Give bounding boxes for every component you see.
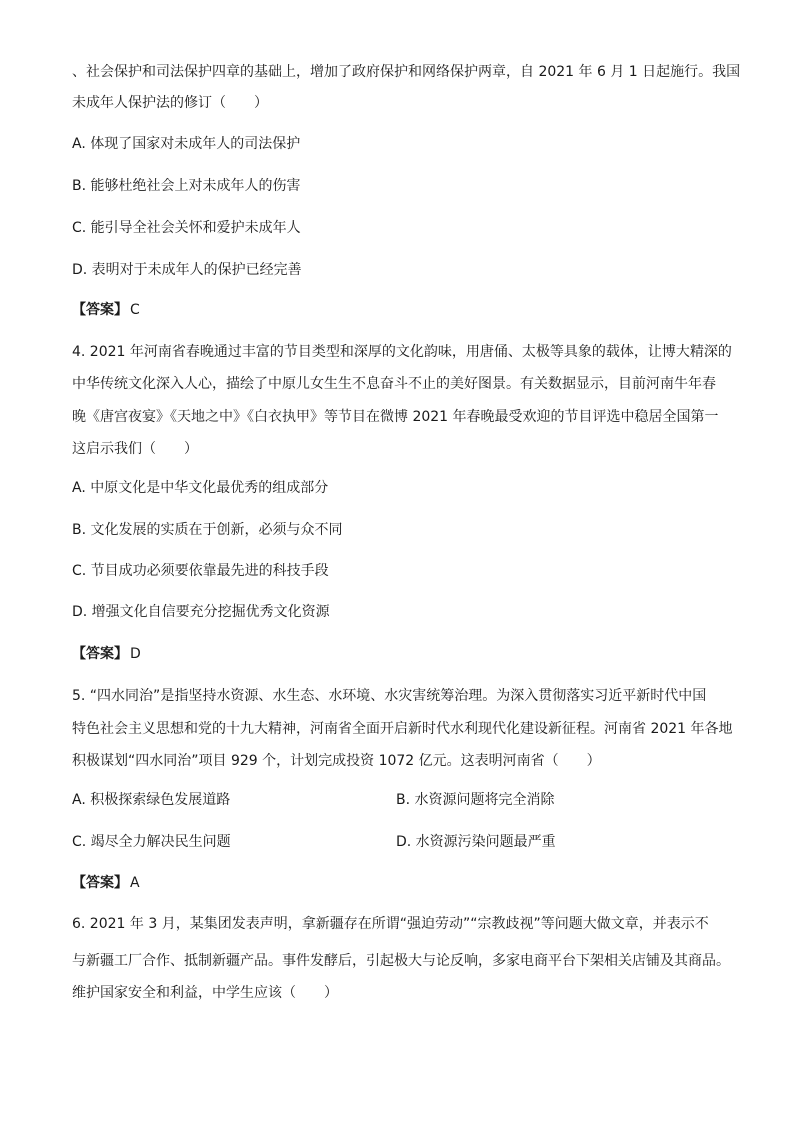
q5-stem-line-3: 积极谋划“四水同治”项目 929 个，计划完成投资 1072 亿元。这表明河南省（ ） (72, 753, 601, 769)
q4-stem-line-3: 晚《唐宫夜宴》《天地之中》《白衣执甲》等节目在微博 2021 年春晚最受欢迎的节目评选中稳居全国第一 (72, 409, 719, 425)
q5-option-b: B. 水资源问题将完全消除 (396, 792, 555, 808)
q6-stem-line-3: 维护国家安全和利益，中学生应该（ ） (72, 985, 338, 1001)
q3-option-c: C. 能引导全社会关怀和爱护未成年人 (72, 220, 301, 236)
q4-stem-line-1: 4. 2021 年河南省春晚通过丰富的节目类型和深厚的文化韵味，用唐俑、太极等具象的载体，让博大精深的 (72, 344, 732, 360)
q4-option-c: C. 节目成功必须要依靠最先进的科技手段 (72, 563, 329, 579)
q5-answer (72, 873, 732, 893)
q3-stem-line-2: 未成年人保护法的修订（ ） (72, 95, 268, 111)
q5-stem-line-2: 特色社会主义思想和党的十九大精神，河南省全面开启新时代水利现代化建设新征程。河南省 2021 年各地 (72, 721, 733, 737)
q4-stem-line-4: 这启示我们（ ） (72, 441, 198, 457)
q6-stem-line-1: 6. 2021 年 3 月，某集团发表声明，拿新疆存在所谓“强迫劳动”“宗教歧视”等问题大做文章，并表示不 (72, 916, 709, 932)
q6-stem-line-2: 与新疆工厂合作、抵制新疆产品。事件发酵后，引起极大与论反响，多家电商平台下架相关店铺及其商品。 (72, 953, 730, 969)
q5-answer-label: 【答案】 (72, 875, 128, 891)
q4-option-d: D. 增强文化自信要充分挖掘优秀文化资源 (72, 604, 330, 620)
q4-answer-value: D (130, 646, 141, 662)
q4-option-a: A. 中原文化是中华文化最优秀的组成部分 (72, 480, 329, 496)
q4-stem-line-2: 中华传统文化深入人心，描绘了中原儿女生生不息奋斗不止的美好图景。有关数据显示，目前河南牛年春 (72, 376, 716, 392)
q5-option-d: D. 水资源污染问题最严重 (396, 834, 556, 850)
q3-answer-value: C (130, 302, 140, 318)
q4-answer-label: 【答案】 (72, 646, 128, 662)
q3-option-a: A. 体现了国家对未成年人的司法保护 (72, 136, 301, 152)
q5-option-a: A. 积极探索绿色发展道路 (72, 792, 231, 808)
q3-answer (72, 300, 732, 320)
q3-answer-label: 【答案】 (72, 302, 128, 318)
q3-option-d: D. 表明对于未成年人的保护已经完善 (72, 262, 302, 278)
q4-answer (72, 644, 732, 664)
q3-option-b: B. 能够杜绝社会上对未成年人的伤害 (72, 178, 301, 194)
q5-option-c: C. 竭尽全力解决民生问题 (72, 834, 231, 850)
q5-stem-line-1: 5. “四水同治”是指坚持水资源、水生态、水环境、水灾害统筹治理。为深入贯彻落实习近平新时代中国 (72, 688, 707, 704)
q4-option-b: B. 文化发展的实质在于创新，必须与众不同 (72, 522, 343, 538)
q5-answer-value: A (130, 875, 140, 891)
q3-stem-line-1: 、社会保护和司法保护四章的基础上，增加了政府保护和网络保护两章，自 2021 年 6 月 1 日起施行。我国 (72, 64, 741, 80)
